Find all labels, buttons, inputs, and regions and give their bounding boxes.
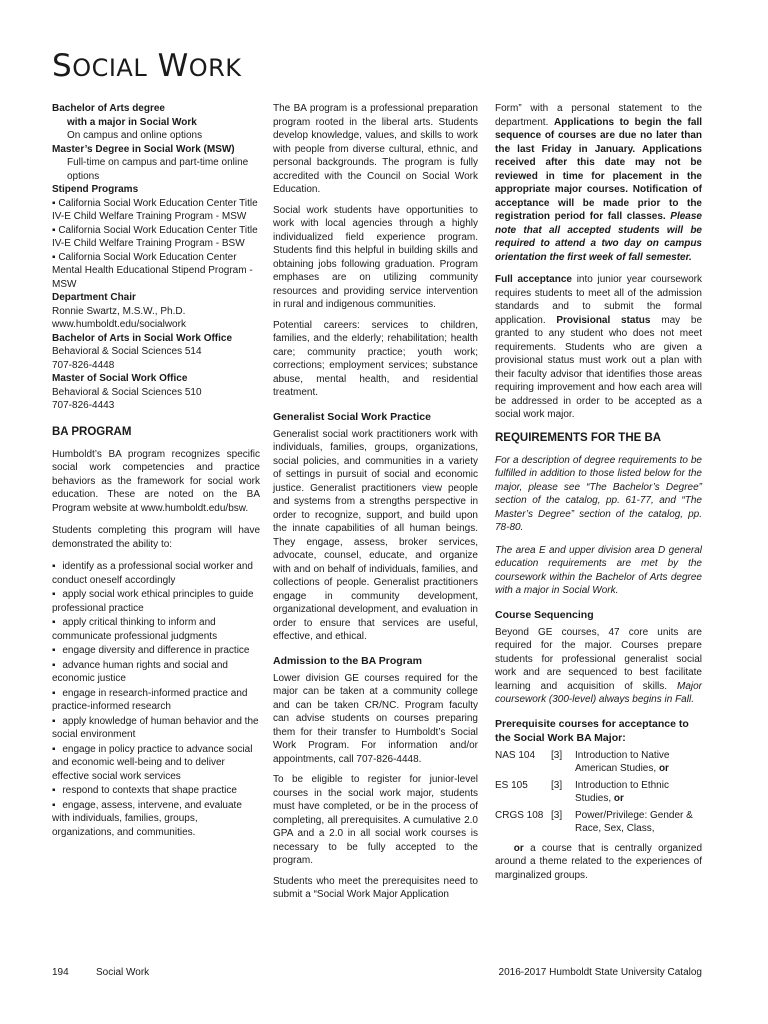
admission-heading: Admission to the BA Program: [273, 654, 422, 667]
field-paragraph: Social work students have opportunities to work with local agencies through a highly individualized field experience program. Students find this helpful in building skills and obtaining jobs following graduation. Program emphases are on utilizing community resources and providing service intervention in rural and indigenous communities.: [273, 204, 478, 310]
bullet-icon: ▪: [52, 659, 56, 671]
ba-office-phone: 707-826-4448: [52, 359, 115, 371]
ba-office-location: Behavioral & Social Sciences 514: [52, 346, 202, 357]
course-units: [3]: [551, 809, 563, 821]
course-title: Introduction to Native American Studies, or: [575, 749, 670, 774]
generalist-paragraph: Generalist social work practitioners work with individuals, families, groups, organizations, social policies, and communities in a variety of settings in pursuit of social and economic justice. Generalist practitioners view people and systems from a strengths perspective in order to recognize, support, and build upon the innate capabilities of all human beings. They engage, assess, broker services, advocate, counsel, educate, and organize with and on behalf of individuals, families, and collections of people. Generalist practitioners engage in community development, organizational development, and evaluation in order to ensure that services are useful, effective, and ethical.: [273, 428, 478, 642]
list-item: ▪ apply knowledge of human behavior and the social environment: [52, 715, 259, 740]
bullet-icon: ▪: [52, 617, 56, 628]
msw-office-location: Behavioral & Social Sciences 510: [52, 386, 202, 398]
admission-paragraph: Lower division GE courses required for the major can be taken at a community college and can be taken CR/NC. Program faculty can advise students on courses preparing them for their transfer to Humboldt’s Social Work Program. For information and/or appointments, call 707-826-4448.: [273, 672, 478, 765]
bullet-icon: ▪: [52, 743, 56, 755]
bullet-icon: ▪: [52, 224, 56, 236]
abilities-list: [52, 560, 260, 839]
program-detail: On campus and online options: [67, 130, 203, 141]
table-row: [495, 779, 702, 809]
stipend-item: ▪ California Social Work Education Center Title IV-E Child Welfare Training Program - MSW: [52, 197, 258, 222]
eligibility-paragraph: To be eligible to register for junior-level courses in the social work major, students must have completed, or be in the process of completing, all prerequisites. A cumulative 2.0 GPA and a 2.0 in all social work courses is necessary to be fully accepted to the program.: [273, 774, 478, 866]
list-item: ▪ apply critical thinking to inform and communicate professional judgments: [52, 617, 218, 642]
course-units: [3]: [551, 749, 563, 761]
full-acceptance-paragraph: Full acceptance into junior year coursework requires students to meet all of the admission standards and to submit the formal application. Provisional status may be granted to any student who does not meet requirements. Students who are given a provisional status must work out a plan with their faculty advisor that identifies those areas requiring improvement and how each area will be addressed in order to be accepted as a social work major.: [495, 274, 703, 420]
stipend-item: ▪ California Social Work Education Center Mental Health Educational Stipend Program - MSW: [52, 251, 253, 290]
msw-office-label: Master of Social Work Office: [52, 373, 188, 384]
bullet-icon: ▪: [52, 561, 56, 572]
ba-lead: Students completing this program will have demonstrated the ability to:: [52, 525, 260, 550]
course-code: ES 105: [495, 779, 528, 791]
list-item: ▪ engage in policy practice to advance social and economic well-being and to deliver effective social work services: [52, 743, 253, 782]
sequencing-paragraph: Beyond GE courses, 47 core units are required for the major. Courses prepare students for professional generalist social work and are sequenced to best facilitate learning and acquisition of skills. Major coursework (300-level) always begins in Fall.: [495, 626, 702, 705]
chair-name: Ronnie Swartz, M.S.W., Ph.D.: [52, 305, 186, 317]
course-units: [3]: [551, 779, 563, 791]
prereq-table: [495, 749, 702, 839]
list-item: ▪ engage in research-informed practice and practice-informed research: [52, 687, 248, 712]
course-code: CRGS 108: [495, 809, 544, 821]
course-title: Power/Privilege: Gender & Race, Sex, Class,: [575, 809, 693, 834]
course-code: NAS 104: [495, 749, 536, 761]
stipend-item: ▪ California Social Work Education Center Title IV-E Child Welfare Training Program - BSW: [52, 224, 258, 249]
course-title: Introduction to Ethnic Studies, or: [575, 779, 669, 804]
prereq-heading: Prerequisite courses for acceptance to the Social Work BA Major:: [495, 717, 689, 744]
list-item: ▪ engage diversity and difference in practice: [52, 645, 250, 656]
requirements-note: For a description of degree requirements to be fulfilled in addition to those listed below for the major, please see “The Bachelor’s Degree” section of the catalog, pp. 61-77, and “The Master’s Degree” section of the catalog, pp. 78-80.: [495, 454, 702, 533]
program-detail: Full-time on campus and part-time online options: [67, 157, 249, 182]
bullet-icon: ▪: [52, 687, 56, 699]
or-paragraph: or a course that is centrally organized around a theme related to the experiences of marginalized groups.: [495, 842, 703, 881]
list-item: ▪ engage, assess, intervene, and evaluate with individuals, families, groups, organizations, and communities.: [52, 799, 242, 838]
stipend-label: Stipend Programs: [52, 184, 139, 195]
middle-column: [273, 102, 478, 909]
program-label: Master’s Degree in Social Work (MSW): [52, 143, 235, 155]
program-label: Bachelor of Arts degree: [52, 103, 165, 114]
bullet-icon: ▪: [52, 785, 56, 796]
application-paragraph: Students who meet the prerequisites need to submit a “Social Work Major Application: [273, 875, 478, 900]
bullet-icon: ▪: [52, 251, 56, 263]
sequencing-heading: Course Sequencing: [495, 608, 594, 621]
page-title: SOCIAL WORK: [52, 48, 242, 84]
ba-program-heading: BA PROGRAM: [52, 425, 132, 438]
bullet-icon: ▪: [52, 799, 56, 811]
footer-section: Social Work: [96, 967, 150, 978]
msw-office-phone: 707-826-4443: [52, 400, 115, 411]
intro-paragraph: The BA program is a professional preparation program rooted in the liberal arts. Students develop knowledge, values, and skills to work with people from diverse cultural, ethnic, and personal backgrounds. The program is fully accredited with the Council on Social Work Education.: [273, 103, 478, 195]
ba-office-label: Bachelor of Arts in Social Work Office: [52, 332, 233, 344]
bullet-icon: ▪: [52, 645, 56, 656]
left-column: [52, 102, 260, 840]
chair-url[interactable]: www.humboldt.edu/socialwork: [52, 319, 186, 330]
careers-paragraph: Potential careers: services to children, families, and the elderly; rehabilitation; health care; community practice; youth work; corrections; employment services; substance abuse, mental health, and residential treatment.: [273, 319, 478, 398]
ba-intro: Humboldt’s BA program recognizes specific social work competencies and practice behaviors as the framework for social work education. These are noted on the BA Program website at www.humboldt.edu/bsw.: [52, 448, 260, 514]
application-paragraph-cont: Form” with a personal statement to the department. Applications to begin the fall sequence of courses are due no later than the last Friday in January. Applications received after this date may not be reviewed in time for placement in the appropriate major courses. Notification of acceptance will be made prior to the registration period for fall classes. Please note that all accepted students will be required to attend a two day on campus orientation the first week of fall semester.: [495, 103, 703, 263]
footer-catalog: 2016-2017 Humboldt State University Catalog: [498, 967, 702, 978]
page-number: 194: [52, 967, 69, 978]
table-row: [495, 749, 702, 779]
right-column: [495, 102, 702, 891]
list-item: ▪ identify as a professional social worker and conduct oneself accordingly: [52, 561, 253, 586]
bullet-icon: ▪: [52, 715, 56, 727]
generalist-heading: Generalist Social Work Practice: [273, 410, 431, 423]
program-label-cont: with a major in Social Work: [67, 116, 197, 128]
chair-label: Department Chair: [52, 292, 136, 303]
requirements-heading: REQUIREMENTS FOR THE BA: [495, 431, 662, 444]
bullet-icon: ▪: [52, 197, 56, 209]
list-item: ▪ respond to contexts that shape practice: [52, 785, 237, 796]
list-item: ▪ apply social work ethical principles to guide professional practice: [52, 589, 254, 614]
bullet-icon: ▪: [52, 589, 56, 600]
list-item: ▪ advance human rights and social and economic justice: [52, 659, 228, 684]
ge-note: The area E and upper division area D general education requirements are met by the coursework within the Bachelor of Arts degree with a major in Social Work.: [495, 544, 702, 596]
table-row: [495, 809, 702, 839]
